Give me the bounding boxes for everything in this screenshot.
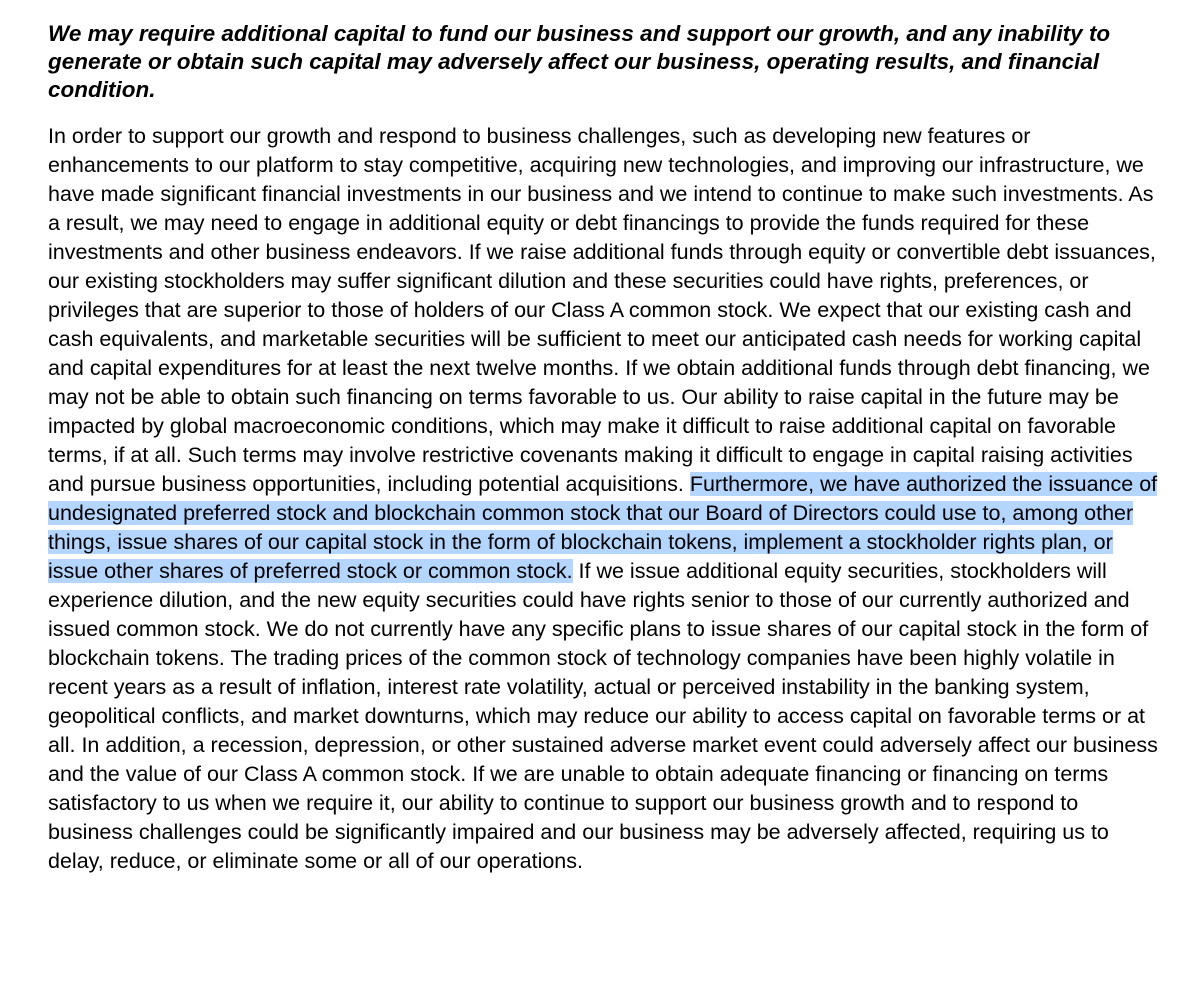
risk-factor-paragraph[interactable] bbox=[48, 122, 1158, 876]
risk-factor-heading: We may require additional capital to fund our business and support our growth, and any inability to generate or obtain such capital may adversely affect our business, operating results, and financial condition. bbox=[48, 21, 1111, 102]
selected-text-highlight[interactable]: Furthermore, we have authorized the issuance of undesignated preferred stock and blockchain common stock that our Board of Directors could use to, among other things, issue shares of our capital stock in the form of blockchain tokens, implement a stockholder rights plan, or issue other shares of preferred stock or common stock. bbox=[48, 472, 1158, 583]
paragraph-text-after-selection[interactable]: If we issue additional equity securities, stockholders will experience dilution, and the new equity securities could have rights senior to those of our currently authorized and issued common stock. We do not currently have any specific plans to issue shares of our capital stock in the form of blockchain tokens. The trading prices of the common stock of technology companies have been highly volatile in recent years as a result of inflation, interest rate volatility, actual or perceived instability in the banking system, geopolitical conflicts, and market downturns, which may reduce our ability to access capital on favorable terms or at all. In addition, a recession, depression, or other sustained adverse market event could adversely affect our business and the value of our Class A common stock. If we are unable to obtain adequate financing or financing on terms satisfactory to us when we require it, our ability to continue to support our business growth and to respond to business challenges could be significantly impaired and our business may be adversely affected, requiring us to delay, reduce, or eliminate some or all of our operations. bbox=[48, 559, 1158, 873]
document-body bbox=[48, 20, 1158, 876]
paragraph-text-before-selection[interactable]: In order to support our growth and respond to business challenges, such as developing new features or enhancements to our platform to stay competitive, acquiring new technologies, and improving our infrastructure, we have made significant financial investments in our business and we intend to continue to make such investments. As a result, we may need to engage in additional equity or debt financings to provide the funds required for these investments and other business endeavors. If we raise additional funds through equity or convertible debt issuances, our existing stockholders may suffer significant dilution and these securities could have rights, preferences, or privileges that are superior to those of holders of our Class A common stock. We expect that our existing cash and cash equivalents, and marketable securities will be sufficient to meet our anticipated cash needs for working capital and capital expenditures for at least the next twelve months. If we obtain additional funds through debt financing, we may not be able to obtain such financing on terms favorable to us. Our ability to raise capital in the future may be impacted by global macroeconomic conditions, which may make it difficult to raise additional capital on favorable terms, if at all. Such terms may involve restrictive covenants making it difficult to engage in capital raising activities and pursue business opportunities, including potential acquisitions. bbox=[48, 124, 1156, 496]
